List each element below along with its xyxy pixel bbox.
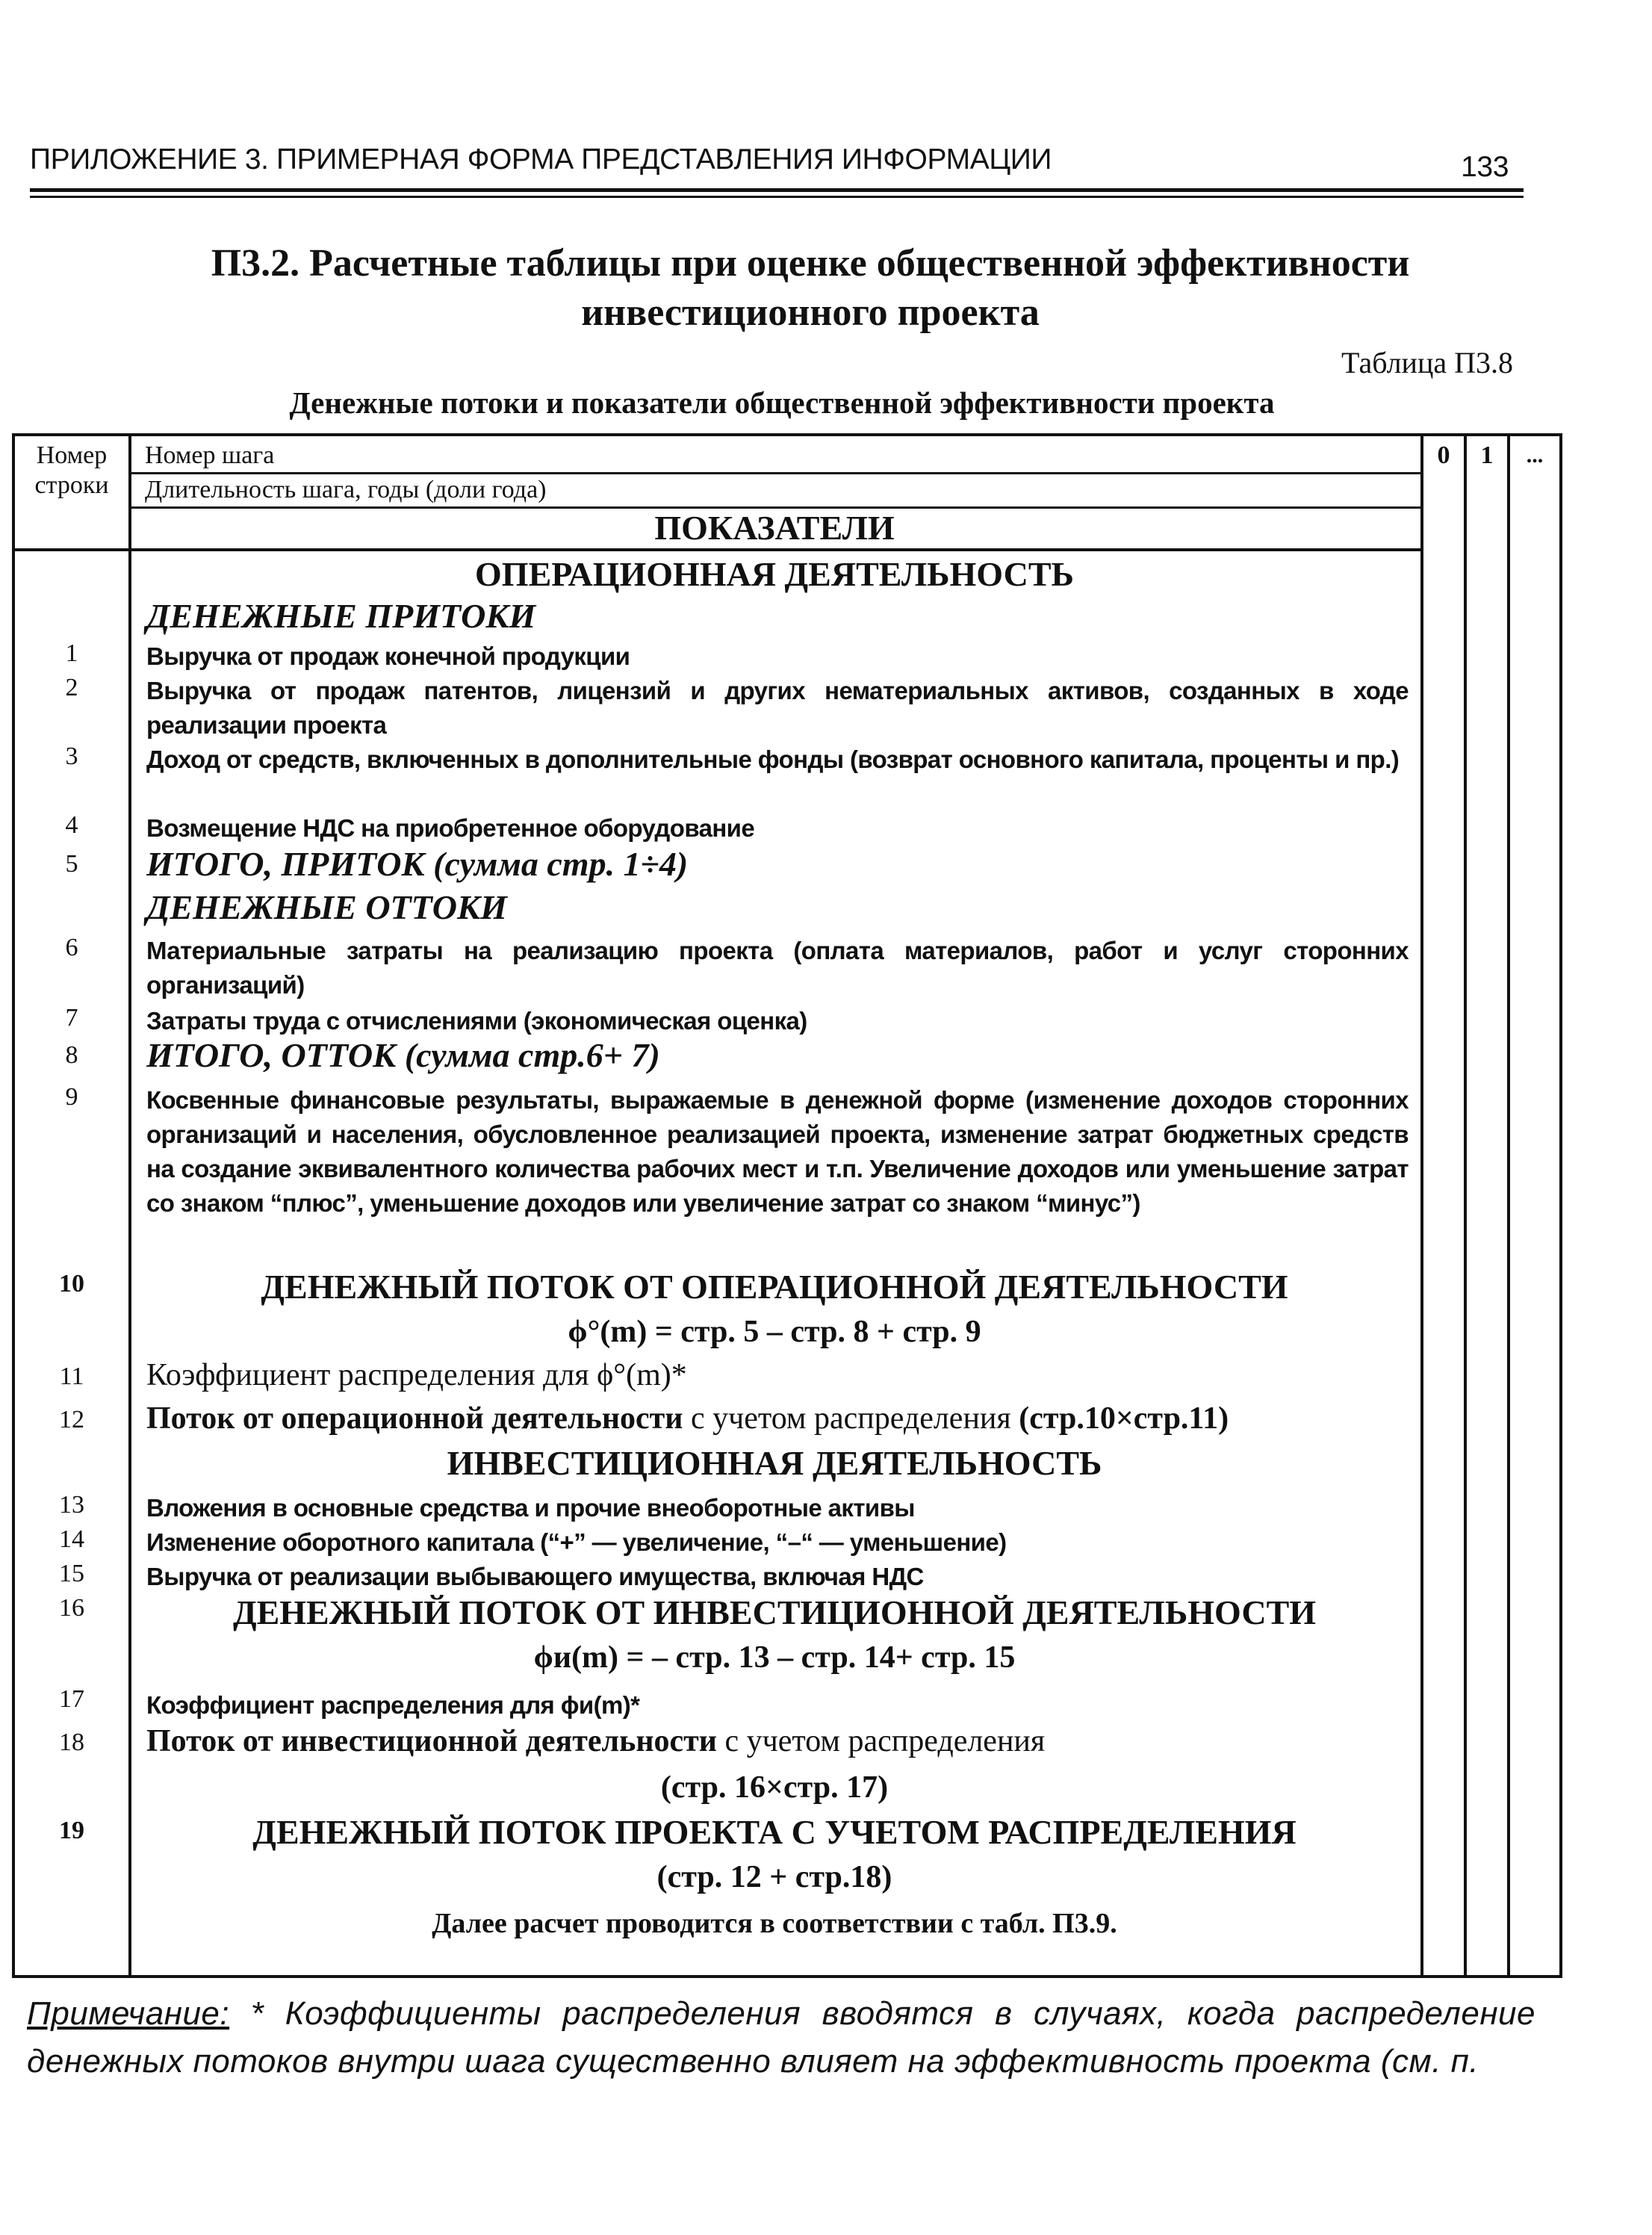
row-number: 11: [59, 1363, 84, 1390]
row-number: 16: [59, 1594, 84, 1622]
section-title: [60, 239, 1561, 338]
row-investing-cash-flow: ДЕНЕЖНЫЙ ПОТОК ОТ ИНВЕСТИЦИОННОЙ ДЕЯТЕЛЬНОСТИ: [232, 1593, 1317, 1631]
row-investing-distributed-bold: Поток от инвестиционной деятельности: [146, 1724, 717, 1758]
row-text: Доход от средств, включенных в дополнительные фонды (возврат основного капитала, проценты и пр.): [146, 745, 1400, 773]
row-project-formula: (стр. 12 + стр.18): [656, 1860, 892, 1894]
row-text: Вложения в основные средства и прочие внеоборотные активы: [146, 1494, 915, 1522]
row-operating-distributed-formula: (стр.10×стр.11): [1019, 1401, 1229, 1436]
header-rule: [30, 188, 1524, 192]
row-text: Коэффициент распределения для ϕ°(m)*: [146, 1358, 687, 1392]
page-number: 133: [1461, 151, 1509, 183]
section-outflows: ДЕНЕЖНЫЕ ОТТОКИ: [146, 888, 507, 926]
row-number: 19: [59, 1817, 84, 1844]
cash-flow-table: [12, 433, 1562, 1978]
row-number: 4: [65, 811, 78, 839]
row-text: Материальные затраты на реализацию проекта (оплата материалов, работ и услуг сторонних организаций): [146, 937, 1409, 999]
col-divider-more: [1507, 436, 1510, 1975]
section-operating: ОПЕРАЦИОННАЯ ДЕЯТЕЛЬНОСТЬ: [475, 555, 1074, 593]
header-row-number: [15, 441, 128, 500]
header-rule-thin: [30, 196, 1524, 198]
header-row-number-l2: строки: [34, 471, 109, 499]
footnote-label: Примечание:: [27, 1995, 230, 2032]
running-head-title: ПРИЛОЖЕНИЕ 3. ПРИМЕРНАЯ ФОРМА ПРЕДСТАВЛЕНИЯ ИНФОРМАЦИИ: [30, 143, 1052, 176]
row-text: Возмещение НДС на приобретенное оборудование: [146, 814, 755, 842]
row-total-outflow: ИТОГО, ОТТОК (сумма стр.6+ 7): [146, 1036, 660, 1074]
footnote-text: * Коэффициенты распределения вводятся в случаях, когда распределение денежных потоков внутри шага существенно влияет на эффективность проекта (см. п.: [27, 1995, 1535, 2080]
footnote: [27, 1990, 1535, 2086]
row-text: Выручка от реализации выбывающего имущества, включая НДС: [146, 1563, 924, 1590]
row-number: 18: [59, 1729, 84, 1756]
row-number: 7: [65, 1004, 78, 1032]
section-investing: ИНВЕСТИЦИОННАЯ ДЕЯТЕЛЬНОСТЬ: [447, 1444, 1102, 1482]
row-investing-distributed-formula: (стр. 16×стр. 17): [660, 1770, 889, 1805]
row-operating-cash-flow: ДЕНЕЖНЫЙ ПОТОК ОТ ОПЕРАЦИОННОЙ ДЕЯТЕЛЬНОСТИ: [261, 1268, 1288, 1306]
row-number: 2: [65, 674, 78, 701]
header-line-1: [128, 472, 1420, 474]
row-text: Выручка от продаж конечной продукции: [146, 642, 630, 670]
section-title-line1: П3.2. Расчетные таблицы при оценке общественной эффективности: [211, 242, 1410, 285]
row-text: Выручка от продаж патентов, лицензий и других нематериальных активов, созданных в ходе реализации проекта: [146, 677, 1409, 739]
row-total-inflow: ИТОГО, ПРИТОК (сумма стр. 1÷4): [146, 845, 689, 883]
row-number: 12: [59, 1406, 84, 1433]
row-text: Косвенные финансовые результаты, выражаемые в денежной форме (изменение доходов сторонних организаций и населения, обусловленное реализацией проекта, изменение затрат бюджетных средств на создание эквивалентного количества рабочих мест и т.п. Увеличение доходов или уменьшение затрат со знаком “плюс”, уменьшение доходов или увеличение затрат со знаком “минус”): [146, 1086, 1409, 1217]
row-operating-distributed-bold: Поток от операционной деятельности: [146, 1401, 683, 1436]
row-number: 17: [59, 1685, 84, 1713]
row-number: 15: [59, 1560, 84, 1587]
row-number: 10: [59, 1270, 84, 1298]
section-inflows: ДЕНЕЖНЫЕ ПРИТОКИ: [146, 597, 536, 635]
row-operating-distributed: [146, 1401, 1431, 1436]
row-operating-distributed-rest: с учетом распределения: [683, 1401, 1019, 1436]
row-number: 1: [65, 639, 78, 667]
row-project-cash-flow: ДЕНЕЖНЫЙ ПОТОК ПРОЕКТА С УЧЕТОМ РАСПРЕДЕЛЕНИЯ: [252, 1813, 1297, 1851]
section-title-line2: инвестиционного проекта: [581, 291, 1040, 334]
row-number: 6: [65, 934, 78, 961]
row-number: 14: [59, 1525, 84, 1553]
row-investing-formula: ϕи(m) = – стр. 13 – стр. 14+ стр. 15: [533, 1640, 1016, 1675]
col-divider-step0: [1420, 436, 1423, 1975]
header-row-number-l1: Номер: [36, 441, 108, 469]
header-step-more: ...: [1526, 443, 1544, 468]
row-operating-formula: ϕ°(m) = стр. 5 – стр. 8 + стр. 9: [568, 1315, 981, 1349]
row-text: Коэффициент распределения для ϕи(m)*: [146, 1691, 640, 1719]
further-calculation-note: Далее расчет проводится в соответствии с табл. П3.9.: [432, 1908, 1117, 1939]
col-divider-rownum: [128, 436, 131, 1975]
table-label: Таблица П3.8: [1341, 346, 1513, 379]
row-number: 13: [59, 1491, 84, 1519]
header-step-0: 0: [1437, 441, 1450, 469]
header-indicators: ПОКАЗАТЕЛИ: [654, 509, 895, 547]
col-divider-step1: [1464, 436, 1467, 1975]
table-caption: Денежные потоки и показатели общественной эффективности проекта: [289, 385, 1275, 420]
header-step-number: Номер шага: [145, 441, 275, 469]
header-step-length: Длительность шага, годы (доли года): [145, 476, 547, 503]
row-number: 5: [65, 850, 78, 878]
row-investing-distributed-rest: с учетом распределения: [717, 1724, 1046, 1758]
header-step-1: 1: [1480, 441, 1494, 469]
row-number: 9: [65, 1083, 78, 1111]
running-head: [30, 143, 1509, 183]
row-investing-distributed: [146, 1724, 1409, 1758]
row-text: Затраты труда с отчислениями (экономическая оценка): [146, 1007, 807, 1035]
row-text: Изменение оборотного капитала (“+” — увеличение, “–“ — уменьшение): [146, 1528, 1007, 1556]
row-number: 3: [65, 743, 78, 770]
row-number: 8: [65, 1041, 78, 1069]
